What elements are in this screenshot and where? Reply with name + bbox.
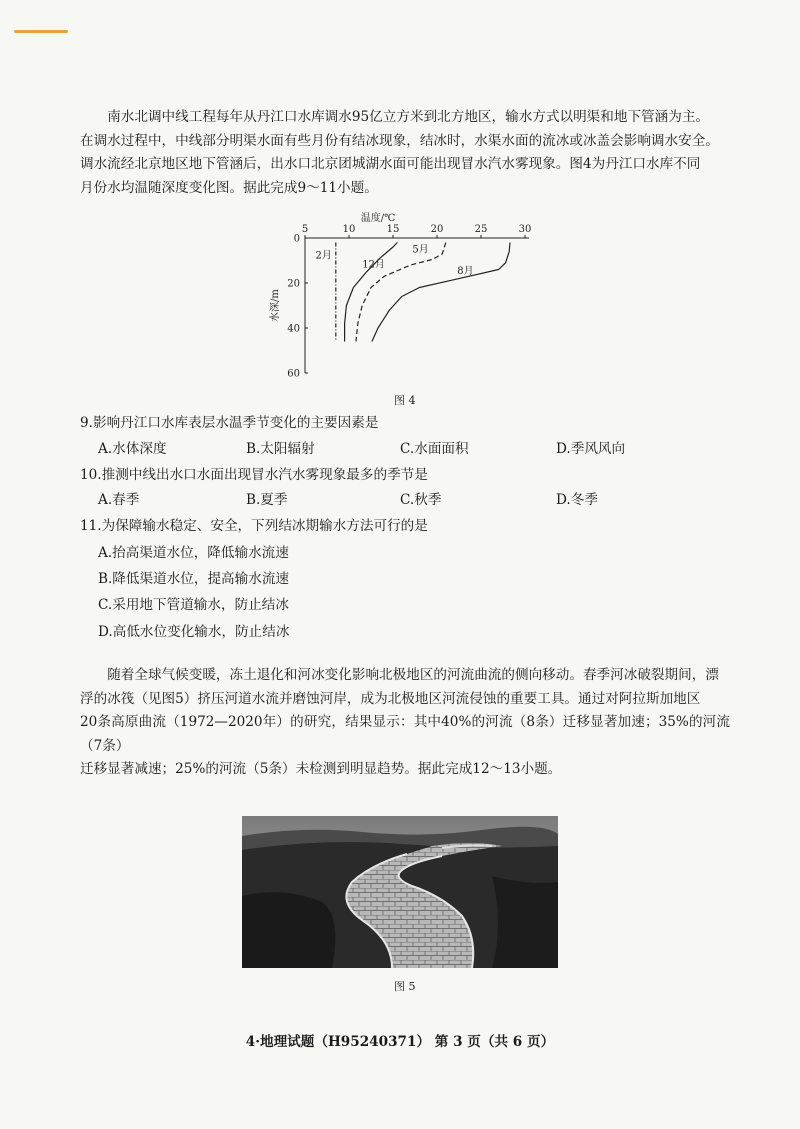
- series-label: 8月: [457, 266, 474, 277]
- passage-1-line: 调水流经北京地区地下管涵后，出水口北京团城湖水面可能出现冒水汽水雾现象。图4为丹江口水库不同: [80, 156, 701, 172]
- passage-1-line: 在调水过程中，中线部分明渠水面有些月份有结冰现象，结冰时，水渠水面的流冰或冰盖会影响调水安全。: [80, 132, 719, 149]
- series-line-12月: [345, 243, 398, 342]
- passage-1: [80, 106, 730, 200]
- passage-1-line: 月份水均温随深度变化图。据此完成9～11小题。: [80, 179, 378, 196]
- passage-2-line: 20条高原曲流（1972—2020年）的研究，结果显示：其中40%的河流（8条）迁移显著加速；35%的河流（7条）: [80, 714, 730, 754]
- x-tick-label: 5: [301, 224, 309, 235]
- question-10-option-a: A.春季: [98, 492, 140, 508]
- question-10-stem: 10.推测中线出水口水面出现冒水汽水雾现象最多的季节是: [80, 467, 428, 483]
- y-tick-label: 40: [287, 323, 300, 335]
- series-line-8月: [372, 243, 510, 342]
- passage-2-line: 迁移显著减速；25%的河流（5条）未检测到明显趋势。据此完成12～13小题。: [80, 761, 562, 777]
- figure-4-caption: 图 4: [394, 394, 416, 407]
- x-axis-title: 温度/℃: [360, 213, 396, 224]
- question-10-option-b: B.夏季: [246, 492, 288, 508]
- x-tick-label: 25: [474, 224, 488, 235]
- y-tick-label: 60: [287, 368, 300, 380]
- passage-2-line: 随着全球气候变暖，冻土退化和河冰变化影响北极地区的河流曲流的侧向移动。春季河冰破裂期间，漂: [107, 667, 719, 683]
- question-9-option-a: A.水体深度: [98, 441, 167, 457]
- passage-2-line: 浮的冰筏（见图5）挤压河道水流并磨蚀河岸，成为北极地区河流侵蚀的重要工具。通过对阿拉斯加地区: [80, 690, 701, 707]
- series-label: 2月: [315, 250, 332, 262]
- series-label: 5月: [412, 244, 429, 256]
- question-11-option-b: B.降低渠道水位，提高输水流速: [98, 571, 290, 587]
- question-11-option-a: A.抬高渠道水位，降低输水流速: [98, 545, 289, 561]
- figure-4-chart: [260, 208, 550, 384]
- question-10-option-d: D.冬季: [556, 492, 598, 508]
- question-9-stem: 9.影响丹江口水库表层水温季节变化的主要因素是: [80, 415, 379, 431]
- question-9-option-b: B.太阳辐射: [246, 441, 315, 457]
- y-tick-label: 20: [287, 278, 300, 290]
- question-11-stem: 11.为保障输水稳定、安全，下列结冰期输水方法可行的是: [80, 518, 428, 534]
- orange-margin-mark: [14, 30, 68, 33]
- question-9-option-c: C.水面面积: [400, 441, 469, 457]
- series-label: 12月: [362, 259, 385, 271]
- x-tick-label: 10: [342, 224, 356, 235]
- y-axis-title: 水深/m: [270, 289, 281, 322]
- question-10-option-c: C.秋季: [400, 492, 442, 508]
- question-9-option-d: D.季风风向: [556, 441, 626, 457]
- x-tick-label: 30: [518, 224, 532, 235]
- figure-5-caption: 图 5: [394, 980, 416, 993]
- x-tick-label: 20: [430, 224, 444, 235]
- figure-5-river-ice-photo: [242, 816, 558, 968]
- page-footer: 4·地理试题（H95240371） 第 3 页（共 6 页）: [245, 1034, 555, 1050]
- x-tick-label: 15: [386, 224, 400, 235]
- series-line-5月: [356, 243, 446, 342]
- passage-2: [80, 664, 730, 782]
- question-11-option-c: C.采用地下管道输水，防止结冰: [98, 597, 289, 613]
- passage-1-line: 南水北调中线工程每年从丹江口水库调水95亿立方米到北方地区，输水方式以明渠和地下管涵为主。: [107, 109, 710, 125]
- y-tick-label: 0: [293, 233, 300, 245]
- question-11-option-d: D.高低水位变化输水，防止结冰: [98, 624, 290, 640]
